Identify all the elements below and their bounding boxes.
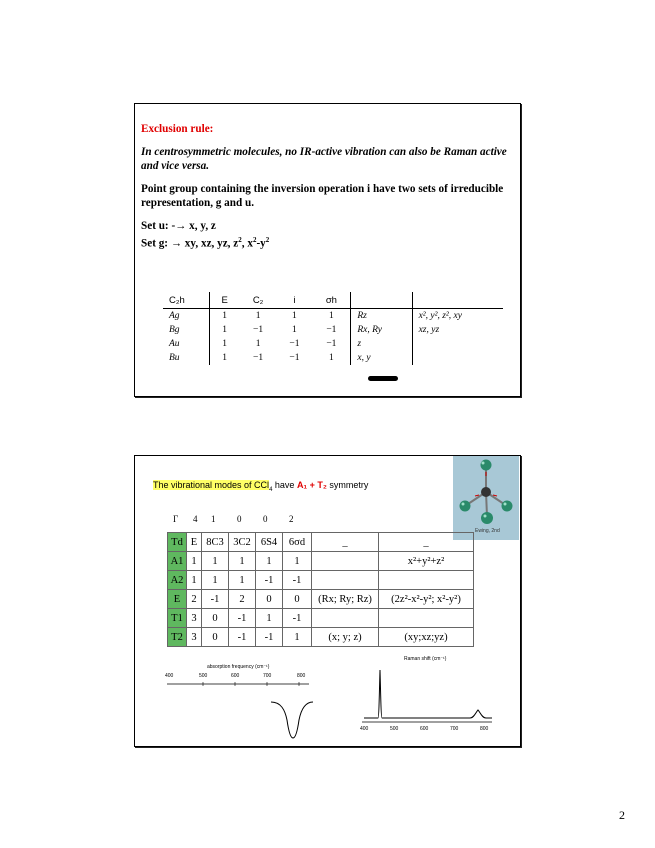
table-row: Au 1 1 −1 −1 z [163,337,503,351]
table-row: A2 1 1 1 -1 -1 [168,571,474,590]
handwritten-underline [368,376,398,381]
point-group-statement: Point group containing the inversion operation i have two sets of irreducible representation, g and u. [141,183,504,209]
op-E: E [209,292,240,309]
raman-scattering-curve [360,656,500,726]
tetrahedral-molecule-icon [453,456,519,528]
page-number: 2 [619,808,625,822]
ir-absorption-curve [163,664,323,744]
table-header-row [163,292,503,309]
op-sigma-h: σh [312,292,350,309]
table-row: E 2 -1 2 0 0 (Rx; Ry; Rz) (2z²-x²-y²; x²-y²) [168,590,474,609]
td-character-table [167,532,474,647]
ir-xlabel: absorption frequency (cm⁻¹) [207,664,270,670]
table-row: Ag 1 1 1 1 Rz x², y², z², xy [163,309,503,324]
group-label: C₂h [163,292,209,309]
exclusion-rule-heading: Exclusion rule: [141,123,214,135]
ccl4-molecule-image [453,456,519,540]
td-group-label: Td [168,533,187,552]
set-u-line: Set u: -→ x, y, z [141,220,216,232]
table-row: Bu 1 −1 −1 1 x, y [163,351,503,365]
raman-spectrum: Raman shift (cm⁻¹) 400 500 600 700 800 [360,656,500,738]
op-C2: C₂ [240,292,277,309]
slide1-text [141,122,511,251]
slide-ccl4-vibrations: The vibrational modes of CCl$_4$ have A₁ + T₂ symmetry Ewing, 2nd Γ 4 1 0 0 2 Td E 8C3 3C2 6S4 6σd _ _ A1 1 1 1 1 1 x²+y²+z² A2 1 1 1 -1 -1 E 2 -1 2 0 0 (Rx; Ry; Rz) (2z²-x²-y²; x²-y²) T1 3 0 -1 1 -1 T2 3 0 -1 -1 1 (x; y; z) (xy;xz;yz) absorption frequency (cm⁻¹) 400 500 600 700 800 Raman shift (cm⁻¹) 400 500 600 700 800 [134,455,521,747]
set-g-line: Set g: → xy, xz, yz, $z^2$, $x^2-y^2$ [141,236,270,250]
table-header-row: Td E 8C3 3C2 6S4 6σd _ _ [168,533,474,552]
table-row: T2 3 0 -1 -1 1 (x; y; z) (xy;xz;yz) [168,628,474,647]
set-g-text: Set g: → xy, xz, yz, z [141,237,239,250]
op-i: i [276,292,312,309]
molecule-caption: Ewing, 2nd [475,528,500,534]
ir-spectrum: absorption frequency (cm⁻¹) 400 500 600 700 800 [163,664,323,744]
table-row: A1 1 1 1 1 1 x²+y²+z² [168,552,474,571]
slide-exclusion-rule [134,103,521,397]
ccl4-title: The vibrational modes of CCl$_4$ have A₁ + T₂ symmetry [153,480,369,493]
table-row: T1 3 0 -1 1 -1 [168,609,474,628]
c2h-character-table [163,292,503,365]
exclusion-rule-statement: In centrosymmetric molecules, no IR-active vibration can also be Raman active and vice versa. [141,146,507,172]
table-row: Bg 1 −1 1 −1 Rx, Ry xz, yz [163,323,503,337]
gamma-symbol: Γ [173,514,179,524]
raman-xlabel: Raman shift (cm⁻¹) [404,656,447,662]
